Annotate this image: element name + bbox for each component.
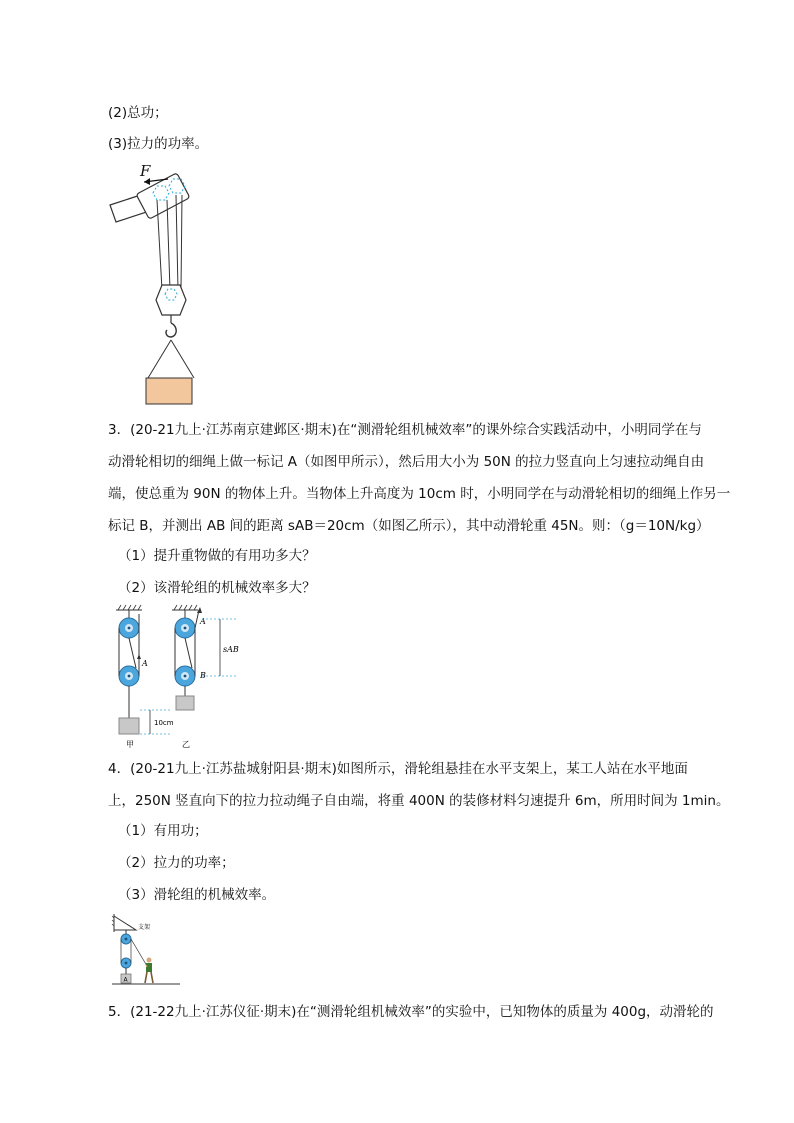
force-label: F	[140, 162, 151, 180]
q3-line-2: 动滑轮相切的细绳上做一标记 A（如图甲所示），然后用大小为 50N 的拉力竖直向上匀速拉动绳自由	[108, 454, 705, 470]
label-yi: 乙	[182, 740, 190, 749]
crane-pulley-figure	[110, 160, 220, 405]
pulley-system-figure	[110, 604, 250, 750]
label-a-right: A	[200, 617, 206, 626]
label-a-box: A	[123, 976, 128, 984]
q3-line-1: 3．(20-21九上·江苏南京建邺区·期末)在“测滑轮组机械效率”的课外综合实践活动中，小明同学在与	[108, 422, 702, 438]
label-sab: sAB	[223, 645, 239, 654]
item-2-text: (2)总功；	[108, 105, 168, 121]
q3-sub-2: （2）该滑轮组的机械效率多大？	[118, 580, 316, 596]
q3-sub-1: （1）提升重物做的有用功多大？	[118, 548, 316, 564]
q4-sub-3: （3）滑轮组的机械效率。	[118, 887, 276, 903]
item-3-text: (3)拉力的功率。	[108, 136, 209, 152]
q3-line-3: 端，使总重为 90N 的物体上升。当物体上升高度为 10cm 时，小明同学在与动滑轮相切的细绳上作另一	[108, 486, 731, 502]
worker-pulley-figure	[112, 910, 182, 992]
q4-sub-2: （2）拉力的功率；	[118, 855, 235, 871]
label-jia: 甲	[126, 740, 134, 749]
question-4-text	[108, 753, 730, 817]
q4-sub-1: （1）有用功；	[118, 823, 208, 839]
label-b: B	[200, 671, 206, 680]
label-10cm: 10cm	[154, 719, 174, 727]
label-support: 支架	[138, 924, 151, 931]
question-5-text	[108, 996, 714, 1028]
label-a-left: A	[142, 659, 148, 668]
q4-line-1: 4．(20-21九上·江苏盐城射阳县·期末)如图所示，滑轮组悬挂在水平支架上，某工人站在水平地面	[108, 761, 688, 777]
q4-line-2: 上，250N 竖直向下的拉力拉动绳子自由端，将重 400N 的装修材料匀速提升 6m，所用时间为 1min。	[108, 793, 730, 809]
q3-line-4: 标记 B，并测出 AB 间的距离 sAB＝20cm（如图乙所示），其中动滑轮重 45N。则：（g＝10N/kg）	[108, 518, 710, 534]
question-3-text	[108, 414, 731, 542]
q5-line-1: 5．(21-22九上·江苏仪征·期末)在“测滑轮组机械效率”的实验中，已知物体的质量为 400g，动滑轮的	[108, 1004, 714, 1020]
